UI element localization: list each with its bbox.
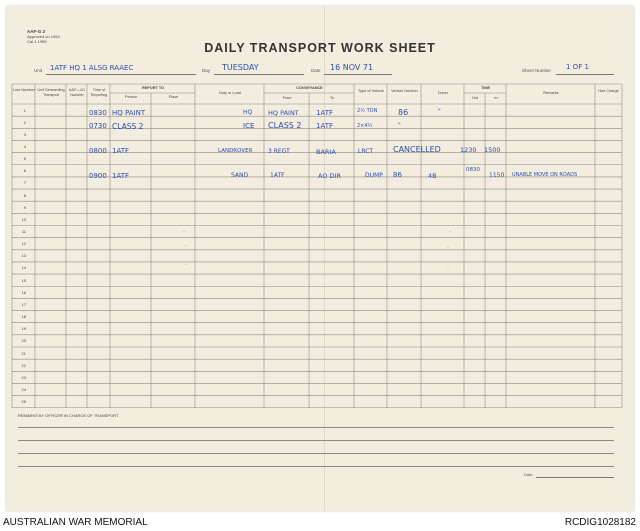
entry-person: 1ATF [112, 147, 130, 155]
row-number: 1 [23, 107, 26, 113]
ink-mark: · [185, 243, 187, 249]
entry-time-out: 0830 [466, 167, 480, 173]
ink-mark: · [183, 229, 185, 235]
row-number: 10 [21, 216, 26, 222]
col-header-vehicle-type: Type of Vehicle [358, 89, 384, 93]
remarks-line [18, 466, 614, 467]
entry-to: 1ATF [316, 122, 334, 130]
entry-person: CLASS 2 [112, 122, 144, 131]
row-number: 4 [23, 143, 26, 149]
day-value: TUESDAY [222, 63, 259, 72]
entry-time-out: 1230 [460, 146, 477, 154]
col-header-time-reporting: Time of Reporting [90, 88, 108, 97]
col-header-line-number: Line Number [13, 88, 35, 92]
entry-time: 0800 [89, 147, 107, 155]
row-number: 3 [23, 131, 26, 137]
day-label: Day [202, 68, 211, 73]
col-header-time: TIME [480, 86, 491, 90]
entry-time: 0730 [89, 122, 107, 130]
ink-mark: · [449, 229, 451, 235]
entry-vehicle-number: " [398, 122, 401, 129]
form-ref-line: Approved on 1954 [27, 34, 60, 39]
entry-from: HQ PAINT [268, 109, 299, 117]
entry-vehicle-type: 2½ TON [357, 108, 378, 114]
entry-vehicle-type: 2×4½ [357, 123, 373, 129]
entry-duty: HQ [243, 109, 253, 116]
row-number: 2 [23, 119, 26, 125]
col-header-to: To [329, 96, 334, 100]
entry-to: AO DIR [318, 172, 341, 180]
entry-to: 1ATF [316, 109, 334, 117]
entry-from: 1ATF [270, 172, 285, 179]
entry-from: 3 REGT [268, 148, 290, 155]
remarks-line [18, 453, 614, 454]
entry-vehicle-number: 86 [393, 171, 402, 179]
entry-person: HQ PAINT [112, 109, 146, 117]
sheet-number-label: Sheet Number [522, 68, 552, 73]
row-number: 5 [23, 156, 26, 162]
remarks-line [18, 440, 614, 441]
col-header-hire-charge: Hire Charge [598, 89, 619, 93]
col-header-driver: Driver [437, 91, 449, 95]
page-title: DAILY TRANSPORT WORK SHEET [204, 41, 436, 55]
entry-vehicle-type: DUMP [365, 172, 383, 179]
row-number: 24 [21, 386, 26, 392]
ink-mark: · [447, 245, 449, 251]
entry-duty: ICE [243, 122, 255, 130]
ink-mark: · [447, 264, 449, 270]
col-header-from: From [282, 96, 292, 100]
row-number: 25 [21, 399, 26, 405]
row-number: 16 [21, 289, 26, 295]
entry-duty: SAND [231, 172, 249, 179]
footer-reference: RCDIG1028182 [564, 517, 636, 528]
sheet-number-value: 1 OF 1 [566, 63, 589, 71]
entry-vehicle-number: 86 [398, 108, 409, 117]
row-number: 23 [21, 374, 26, 380]
row-number: 8 [23, 192, 26, 198]
entry-time-in: 1150 [489, 172, 505, 179]
row-number: 19 [21, 326, 26, 332]
row-number: 12 [21, 241, 26, 247]
entry-time-in: 1500 [484, 146, 501, 154]
row-number: 20 [21, 338, 26, 344]
form-ref-line: AAF-G 2 [27, 29, 45, 34]
date-value: 16 NOV 71 [330, 63, 374, 72]
ink-mark: · [185, 262, 187, 268]
footer-credit: AUSTRALIAN WAR MEMORIAL [3, 517, 148, 528]
entry-time: 0830 [89, 109, 107, 117]
col-header-conveyance: CONVEYANCE [296, 86, 323, 90]
col-header-aaf-g1: AAF—G1 Number [68, 88, 86, 97]
col-header-duty: Duty or Load [219, 91, 241, 95]
unit-value: 1ATF HQ 1 ALSG RAAEC [50, 64, 134, 72]
row-number: 18 [21, 314, 26, 320]
col-header-in: In [494, 96, 498, 100]
row-number: 17 [21, 301, 26, 307]
row-number: 22 [21, 362, 26, 368]
row-number: 13 [21, 253, 26, 259]
col-header-remarks: Remarks [543, 91, 559, 95]
entry-to: BARIA [316, 148, 336, 156]
date-label: Date [311, 68, 321, 73]
entry-duty: LANDROVER [218, 148, 253, 154]
col-header-unit-demanding: Unit Demanding Transport [37, 88, 65, 97]
remarks-line [18, 427, 614, 428]
row-number: 9 [23, 204, 26, 210]
row-number: 7 [23, 180, 26, 186]
col-header-report-to: REPORT TO [141, 86, 165, 90]
row-number: 6 [23, 168, 26, 174]
col-header-out: Out [471, 96, 479, 100]
row-number: 21 [21, 350, 26, 356]
form-ref-line: Cat 1 1955 [27, 39, 47, 44]
row-number: 15 [21, 277, 26, 283]
date-footer-label: Date [524, 472, 533, 477]
row-number: 14 [21, 265, 26, 271]
remarks-officer-label: REMARKS BY OFFICER IN CHARGE OF TRANSPORT [18, 413, 119, 418]
entry-person: 1ATF [112, 172, 130, 180]
entry-vehicle-type: LRCT [358, 148, 374, 155]
date-footer-underline [536, 477, 614, 478]
col-header-person: Person [124, 95, 138, 99]
entry-time: 0900 [89, 172, 107, 180]
col-header-vehicle-number: Vehicle Number [391, 89, 418, 93]
row-number: 11 [21, 229, 26, 234]
entry-driver: " [438, 108, 441, 115]
entry-driver: 4B [428, 172, 437, 180]
entry-remarks: UNABLE MOVE ON ROADS [512, 172, 578, 178]
entry-from: CLASS 2 [268, 121, 302, 130]
unit-label: Unit [34, 68, 43, 73]
col-header-place: Place [168, 95, 179, 99]
entry-vehicle-number: CANCELLED [393, 145, 441, 154]
